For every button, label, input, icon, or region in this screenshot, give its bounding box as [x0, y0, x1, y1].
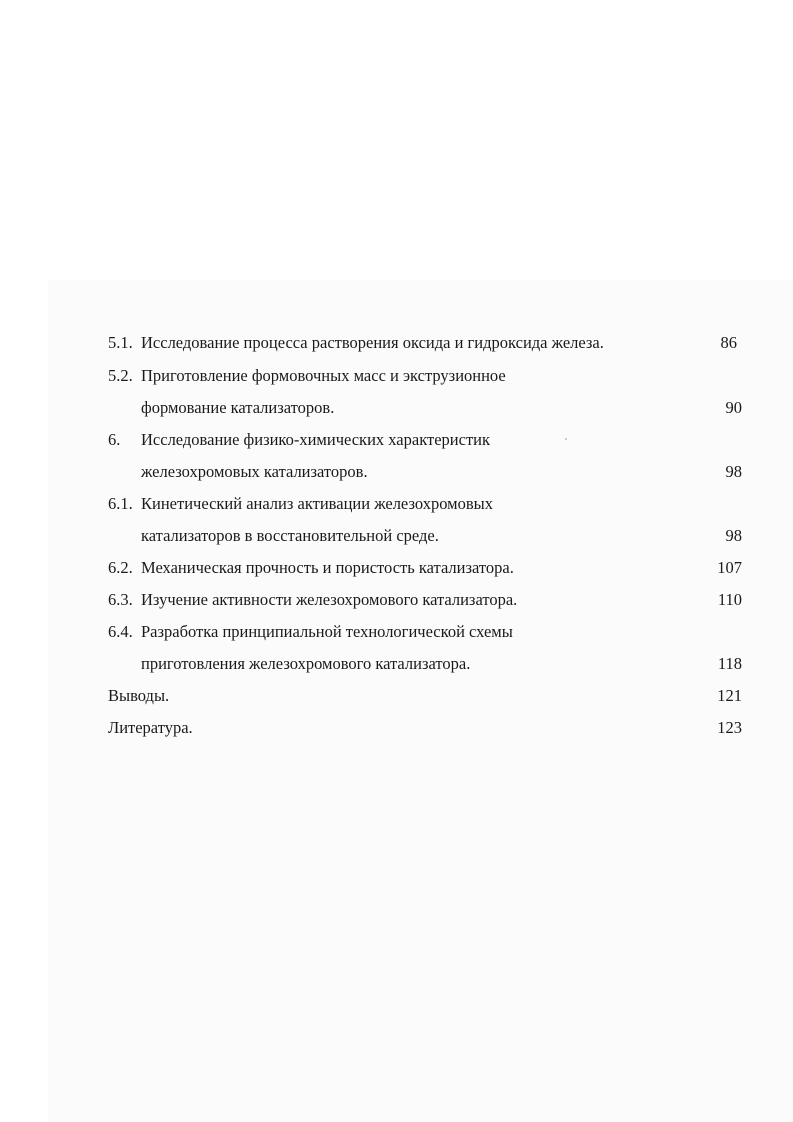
toc-entry-6-1 [108, 494, 493, 514]
toc-number: 6.3. [108, 590, 133, 609]
toc-entry-5-2 [108, 366, 506, 386]
toc-title: Приготовление формовочных масс и экструзионное [141, 366, 506, 385]
toc-number: 6.2. [108, 558, 133, 577]
toc-number: 6. [108, 430, 121, 449]
toc-page: 123 [717, 718, 742, 737]
toc-entry-6-4 [108, 622, 513, 642]
toc-page: 118 [717, 654, 742, 673]
toc-title: Механическая прочность и пористость катализатора. [141, 558, 514, 577]
toc-entry-6-3 [108, 590, 517, 610]
toc-entry-6 [108, 430, 490, 450]
toc-title-continuation: приготовления железохромового катализатора. [141, 654, 471, 673]
toc-number: 5.1. [108, 333, 133, 352]
toc-title: Кинетический анализ активации железохромовых [141, 494, 493, 513]
toc-title: Изучение активности железохромового катализатора. [141, 590, 518, 609]
toc-number: 6.1. [108, 494, 133, 513]
toc-title-continuation: формование катализаторов. [141, 398, 335, 417]
toc-page: 98 [725, 462, 742, 481]
toc-page: 107 [717, 558, 742, 577]
toc-title-continuation: железохромовых катализаторов. [141, 462, 368, 481]
toc-number: 6.4. [108, 622, 133, 641]
toc-entry-conclusions: Выводы. [108, 686, 170, 705]
toc-entry-6-2 [108, 558, 514, 578]
toc-page: 90 [725, 398, 742, 417]
toc-entry-5-1 [108, 333, 604, 353]
toc-title: Исследование физико-химических характеристик [141, 430, 490, 449]
toc-title: Исследование процесса растворения оксида и гидроксида железа. [141, 333, 604, 352]
toc-page: 121 [717, 686, 742, 705]
toc-number: 5.2. [108, 366, 133, 385]
toc-title-continuation: катализаторов в восстановительной среде. [141, 526, 439, 545]
toc-entry-references: Литература. [108, 718, 193, 737]
toc-page: 86 [720, 333, 737, 352]
toc-page: 110 [717, 590, 742, 609]
scan-speck [565, 438, 567, 440]
toc-page: 98 [725, 526, 742, 545]
toc-title: Разработка принципиальной технологической схемы [141, 622, 513, 641]
